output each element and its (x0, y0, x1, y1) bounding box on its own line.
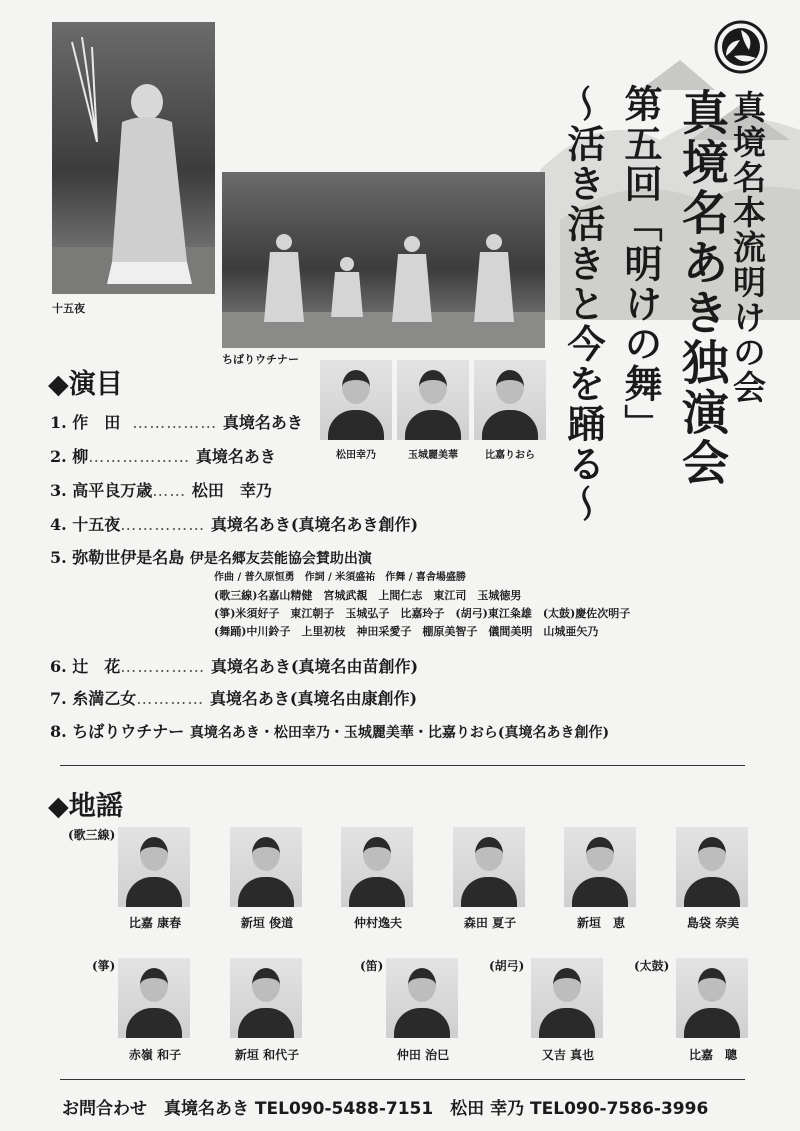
portrait-musician (676, 958, 748, 1038)
program-item: 4. 十五夜…………… 真境名あき(真境名あき創作) (50, 515, 419, 534)
item5-credit: (舞踊)中川鈴子 上里初枝 神田采愛子 棚原美智子 儀間美明 山城亜矢乃 (214, 625, 599, 638)
photo-chibari-uchina (222, 172, 545, 348)
small-portrait-name: 玉城麗美華 (408, 450, 458, 461)
portrait-musician (230, 958, 302, 1038)
instrument-label: (箏) (92, 959, 116, 973)
portrait-musician (676, 827, 748, 907)
footer-divider (60, 1079, 745, 1080)
portrait-musician (118, 958, 190, 1038)
portrait-musician (564, 827, 636, 907)
portrait-musician (118, 827, 190, 907)
portrait-higa-riora (474, 360, 546, 440)
event-subtitle: 〜活き活きと今を踊る〜 (561, 84, 606, 524)
program-heading: ◆演目 (48, 369, 123, 400)
program-item: 8. ちばりウチナー 真境名あき・松田幸乃・玉城麗美華・比嘉りおら(真境名あき創作) (50, 722, 610, 741)
program-item: 6. 辻 花…………… 真境名あき(真境名由苗創作) (50, 657, 419, 676)
small-portrait-name: 松田幸乃 (336, 450, 376, 461)
program-item: 3. 高平良万歳…… 松田 幸乃 (50, 481, 272, 500)
group-name: 真境名本流明けの会 (728, 90, 767, 405)
photo-chibari-caption: ちばりウチナー (222, 353, 299, 366)
event-title: 真境名あき独演会 (674, 88, 729, 488)
program-item: 5. 弥勒世伊是名島 伊是名郷友芸能協会賛助出演 (50, 548, 372, 567)
musician-name: 新垣 俊道 (240, 916, 294, 930)
musician-name: 仲田 治巳 (396, 1048, 450, 1062)
portrait-tamaki-remika (397, 360, 469, 440)
jiutai-heading: ◆地謡 (48, 791, 123, 822)
photo-jugoya (52, 22, 215, 294)
musician-name: 比嘉 聰 (688, 1048, 737, 1062)
portrait-musician (386, 958, 458, 1038)
section-divider (60, 765, 745, 766)
instrument-label: (太鼓) (634, 959, 670, 973)
musician-name: 比嘉 康春 (128, 916, 182, 930)
instrument-label: (胡弓) (489, 959, 525, 973)
item5-credit: 作曲 / 普久原恒勇 作詞 / 米須盛祐 作舞 / 喜舎場盛勝 (214, 572, 466, 583)
instrument-label: (笛) (360, 959, 384, 973)
mitsudomoe-emblem (714, 20, 768, 74)
portrait-matsuda-yukino (320, 360, 392, 440)
portrait-musician (531, 958, 603, 1038)
musician-name: 又吉 真也 (541, 1048, 595, 1062)
program-item: 7. 糸満乙女………… 真境名あき(真境名由康創作) (50, 689, 418, 708)
musician-name: 森田 夏子 (463, 916, 517, 930)
portrait-musician (341, 827, 413, 907)
program-item: 2. 柳……………… 真境名あき (50, 447, 276, 466)
photo-jugoya-caption: 十五夜 (52, 302, 85, 315)
portrait-musician (453, 827, 525, 907)
musician-name: 仲村逸夫 (353, 916, 402, 930)
portrait-musician (230, 827, 302, 907)
musician-name: 新垣 和代子 (234, 1048, 300, 1062)
musician-name: 島袋 奈美 (686, 916, 740, 930)
item5-credit: (歌三線)名嘉山精健 宮城武覩 上間仁志 東江司 玉城徳男 (214, 589, 522, 602)
small-portrait-name: 比嘉りおら (485, 450, 535, 461)
program-item: 1. 作 田 …………… 真境名あき (50, 413, 303, 432)
musician-name: 赤嶺 和子 (128, 1048, 182, 1062)
edition-title: 第五回「明けの舞」 (618, 84, 663, 444)
contact-line: お問合わせ 真境名あき TEL090-5488-7151 松田 幸乃 TEL090-7586-3996 (62, 1099, 709, 1119)
musician-name: 新垣 恵 (576, 916, 625, 930)
item5-credit: (箏)米須好子 東江朝子 玉城弘子 比嘉玲子 (胡弓)東江粂雄 (太鼓)慶佐次明子 (214, 607, 631, 620)
sanshin-label: (歌三線) (68, 828, 116, 842)
